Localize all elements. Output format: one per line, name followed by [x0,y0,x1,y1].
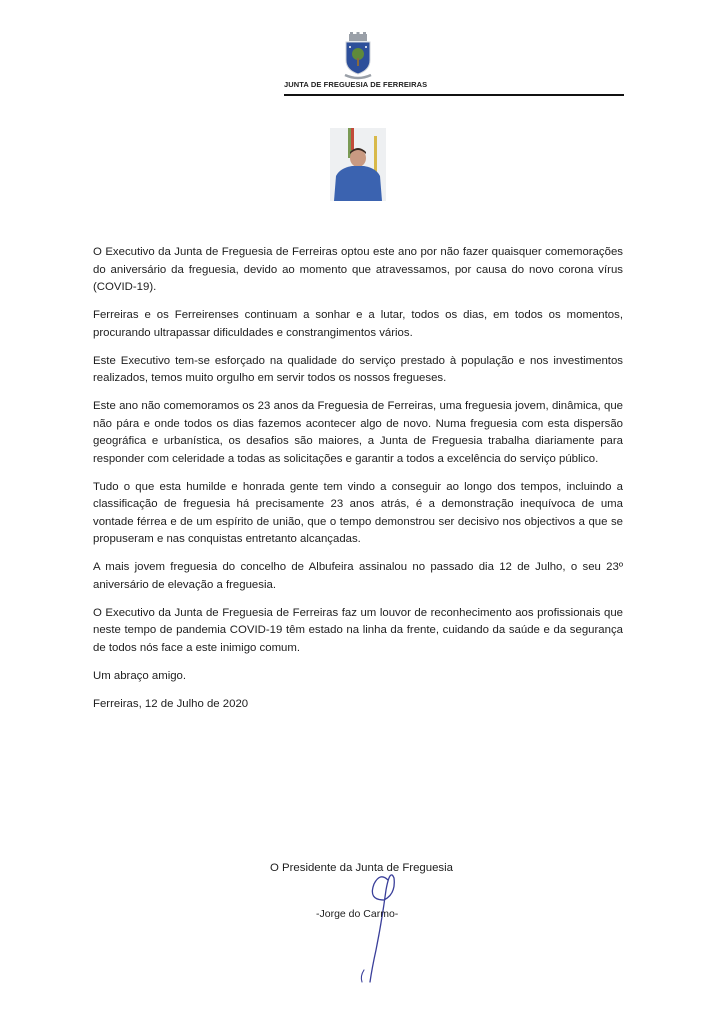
paragraph-4: Este ano não comemoramos os 23 anos da Freguesia de Ferreiras, uma freguesia jovem, dinâmica, que não pára e onde todos os dias fazemos acontecer algo de novo. Numa freguesia com esta dispersão geográfica e urbanística, os desafios são maiores, a Junta de Freguesia trabalha diariamente para responder com celeridade a todas as solicitações e garantir a todos a excelência do serviço público. [93,400,623,465]
header-divider [284,94,624,96]
portrait-image [330,128,386,201]
paragraph-5: Tudo o que esta humilde e honrada gente tem vindo a conseguir ao longo dos tempos, incluindo a classificação de freguesia há precisamente 23 anos atrás, é a demonstração inequívoca de uma vontade férrea e de um espírito de união, que o tempo demonstrou ser decisivo nos objectivos a que se propuseram e nas conquistas entretanto alcançadas. [93,480,623,545]
paragraph-3: Este Executivo tem-se esforçado na qualidade do serviço prestado à população e nos investimentos realizados, temos muito orgulho em servir todos os nossos fregueses. [93,354,623,384]
organization-name: JUNTA DE FREGUESIA DE FERREIRAS [284,80,428,89]
letter-body [93,244,623,724]
coat-of-arms-icon [340,32,376,82]
signature-block [270,862,470,920]
place-and-date: Ferreiras, 12 de Julho de 2020 [93,697,249,710]
handwritten-signature [350,870,420,990]
paragraph-2: Ferreiras e os Ferreirenses continuam a sonhar e a lutar, todos os dias, em todos os momentos, procurando ultrapassar dificuldades e constrangimentos vários. [93,309,623,339]
closing-salutation: Um abraço amigo. [93,669,187,682]
signatory-name: -Jorge do Carmo- [316,908,399,920]
paragraph-6: A mais jovem freguesia do concelho de Albufeira assinalou no passado dia 12 de Julho, o seu 23º aniversário de elevação a freguesia. [93,561,623,591]
signatory-title: O Presidente da Junta de Freguesia [270,862,453,874]
portrait-photo [330,128,386,201]
paragraph-7: O Executivo da Junta de Freguesia de Ferreiras faz um louvor de reconhecimento aos profissionais que neste tempo de pandemia COVID-19 têm estado na linha da frente, cuidando da saúde e da segurança de todos nós face a este inimigo comum. [93,606,623,654]
paragraph-1: O Executivo da Junta de Freguesia de Ferreiras optou este ano por não fazer quaisquer comemorações do aniversário da freguesia, devido ao momento que atravessamos, por causa do novo corona vírus (COVID-19). [93,246,623,293]
